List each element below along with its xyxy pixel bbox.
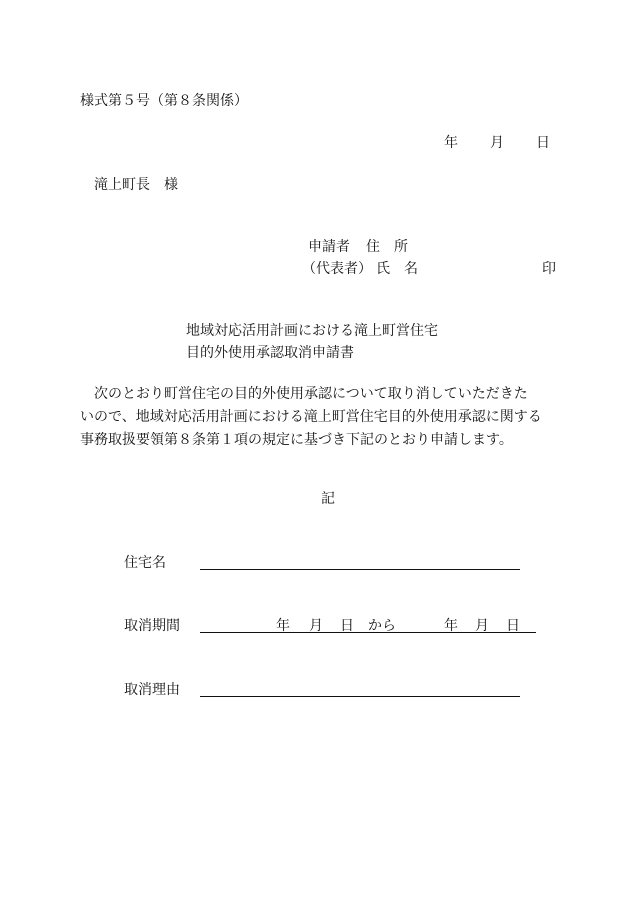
body-line-3: 事務取扱要領第８条第１項の規定に基づき下記のとおり申請します。 <box>80 432 513 448</box>
body-line-2: いので、地域対応活用計画における滝上町営住宅目的外使用承認に関する <box>80 409 542 425</box>
document-title-line-2: 目的外使用承認取消申請書 <box>186 345 354 361</box>
period-start-month: 月 <box>309 618 323 634</box>
reason-label: 取消理由 <box>124 682 180 698</box>
date-day-label: 日 <box>536 135 550 151</box>
addressee: 滝上町長 様 <box>94 177 178 193</box>
applicant-label: 申請者 <box>308 239 350 255</box>
period-end-day: 日 <box>506 618 520 634</box>
housing-name-field[interactable] <box>200 569 520 570</box>
applicant-representative-label: （代表者） <box>302 261 372 277</box>
date-year-label: 年 <box>444 135 458 151</box>
applicant-address-label: 住 所 <box>366 239 408 255</box>
housing-name-label: 住宅名 <box>124 555 166 571</box>
period-start-day: 日 <box>340 618 354 634</box>
body-line-1: 次のとおり町営住宅の目的外使用承認について取り消していただきた <box>94 386 528 402</box>
date-month-label: 月 <box>490 135 504 151</box>
form-number: 様式第５号（第８条関係） <box>80 93 248 109</box>
notation-mark: 記 <box>321 491 335 507</box>
period-end-month: 月 <box>475 618 489 634</box>
period-label: 取消期間 <box>124 618 180 634</box>
seal-mark: 印 <box>542 261 556 277</box>
period-start-year: 年 <box>276 618 290 634</box>
body-paragraph <box>80 383 580 452</box>
applicant-name-label: 氏 名 <box>376 261 418 277</box>
period-end-year: 年 <box>444 618 458 634</box>
period-from: から <box>368 618 396 634</box>
document-title-line-1: 地域対応活用計画における滝上町営住宅 <box>186 323 438 339</box>
reason-field[interactable] <box>200 696 520 697</box>
